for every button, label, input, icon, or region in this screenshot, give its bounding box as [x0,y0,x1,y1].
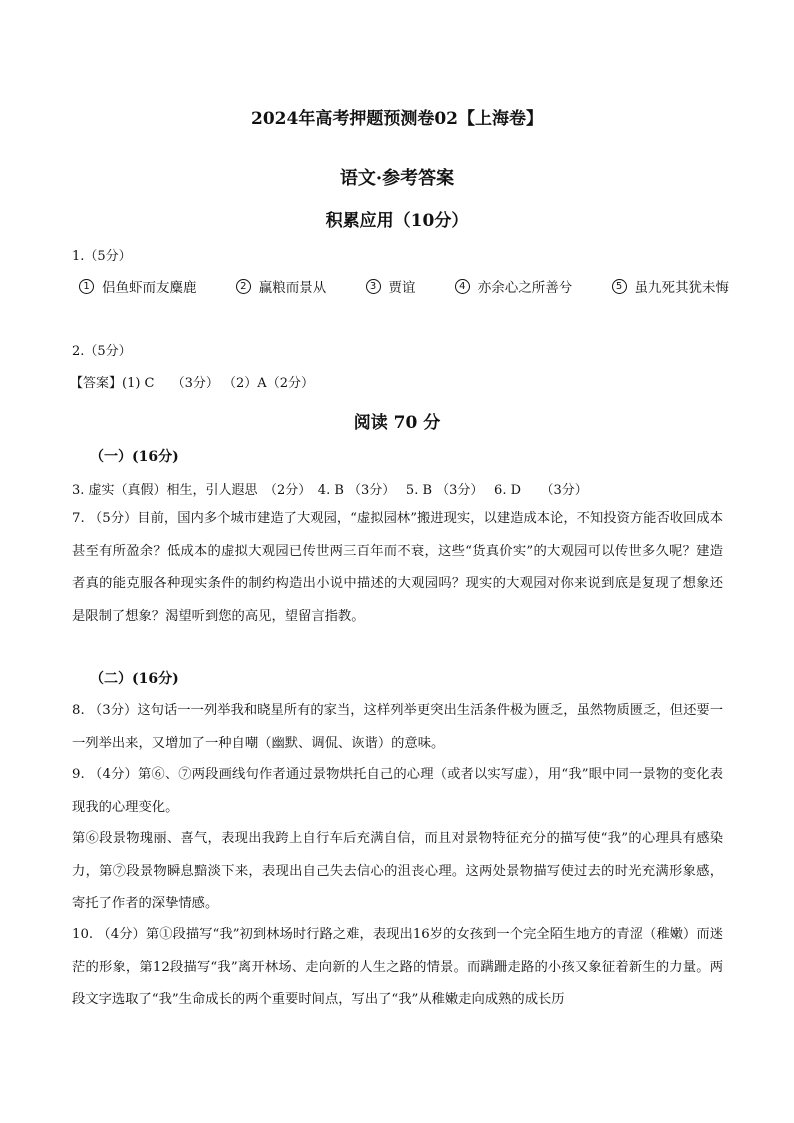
question-1-label: 1.（5分） [72,249,132,264]
answer-text: 侣鱼虾而友麋鹿 [102,280,197,296]
answer-text: 虽九死其犹未悔 [634,280,729,296]
question-7-answer: 7. （5分）目前，国内多个城市建造了大观园，“虚拟园林”搬进现实，以建造成本论，不知投资方能否收回成本甚至有所盈余？低成本的虚拟大观园已传世两三百年而不衰，这些“货真价实”的大观园可以传世多久呢？建造者真的能克服各种现实条件的制约构造出小说中描述的大观园吗？现实的大观园对你来说到底是复现了想象还是限制了想象？渴望听到您的高见，望留言指教。 [72,511,723,624]
answer-item [455,276,573,296]
part-2-heading: （二）(16分) [90,671,179,687]
question-8-answer: 8. （3分）这句话一一列举我和晓星所有的家当，这样列举更突出生活条件极为匮乏，虽然物质匮乏，但还要一一列举出来，又增加了一种自嘲（幽默、调侃、诙谐）的意味。 [72,703,723,751]
circled-number: 3 [366,279,381,294]
question-1-answers [79,276,729,296]
question-2-label: 2.（5分） [72,344,132,359]
circled-number: 5 [612,279,627,294]
question-2-answer: 【答案】(1) C （3分） （2）A（2分） [70,376,314,391]
question-9-answer: 9. （4分）第⑥、⑦两段画线句作者通过景物烘托自己的心理（或者以实写虚），用“我”眼中同一景物的变化表现我的心理变化。 [72,767,723,815]
circled-number: 2 [236,279,251,294]
answer-text: 亦余心之所善兮 [477,280,573,296]
section-heading-accumulation: 积累应用（10分） [325,211,469,231]
answer-text: 贾谊 [388,280,416,296]
part-1-heading: （一）(16分) [90,449,179,465]
answer-item [366,276,416,296]
circled-number: 4 [455,279,470,294]
document-title: 2024年高考押题预测卷02【上海卷】 [251,109,543,129]
question-9-explanation: 第⑥段景物瑰丽、喜气，表现出我跨上自行车后充满自信，而且对景物特征充分的描写使“我”的心理具有感染力，第⑦段景物瞬息黯淡下来，表现出自己失去信心的沮丧心理。这两处景物描写使过去的时光充满形象感，寄托了作者的深挚情感。 [72,831,723,911]
answer-item [79,276,197,296]
answer-item [236,276,327,296]
answer-item [612,276,730,296]
section-heading-reading: 阅读 70 分 [353,413,441,433]
circled-number: 1 [79,279,94,294]
questions-3-6-answers: 3. 虚实（真假）相生，引人遐思 （2分） 4. B （3分） 5. B （3分） 6. D （3分） [72,483,588,498]
document-subtitle: 语文·参考答案 [339,168,455,189]
answer-text: 赢粮而景从 [258,280,327,296]
question-10-answer: 10. （4分）第①段描写“我”初到林场时行路之难，表现出16岁的女孩到一个完全陌生地方的青涩（稚嫩）而迷茫的形象，第12段描写“我”离开林场、走向新的人生之路的情景。而蹒跚走路的小孩又象征着新生的力量。两段文字选取了“我”生命成长的两个重要时间点，写出了“我”从稚嫩走向成熟的成长历 [72,927,723,1007]
